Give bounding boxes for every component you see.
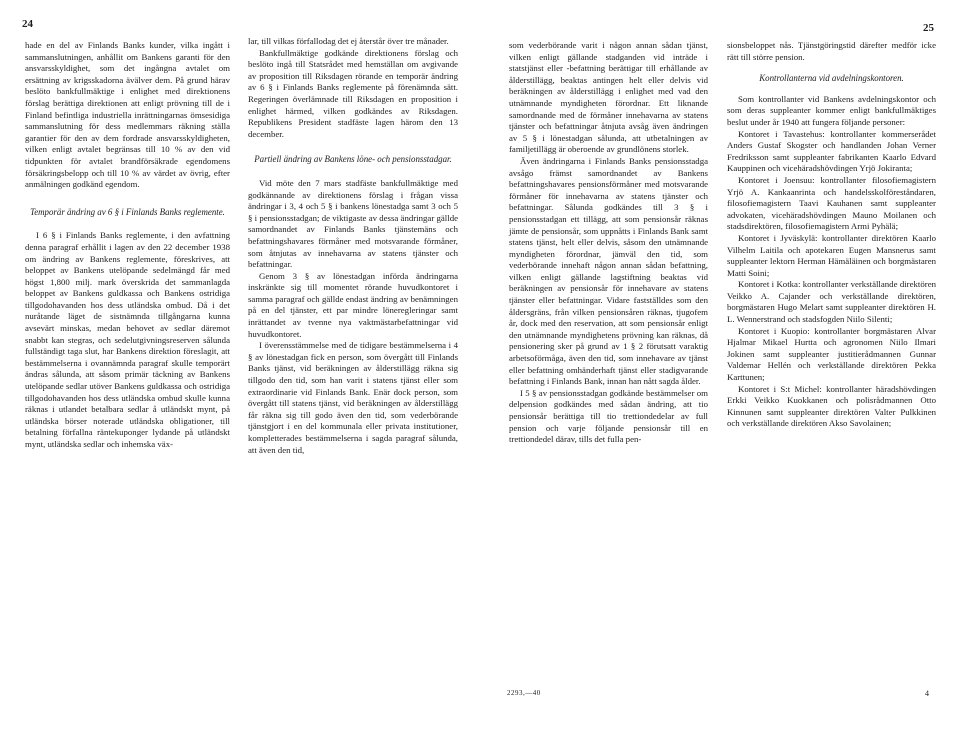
paragraph: lar, till vilkas förfallodag det ej återstår över tre månader.: [248, 36, 449, 46]
column-3: [509, 40, 708, 446]
column-4: [727, 40, 936, 430]
column-2: [248, 36, 458, 456]
section-heading: Kontrollanterna vid avdelningskontoren.: [759, 73, 904, 84]
paragraph: Även ändringarna i Finlands Banks pensionsstadga avsågo främst samordnandet av Bankens befattningshavares pensionsförmåner med motsvarande förmåner för innehavarna av statens tjänster och befattningar. Sålunda godkändes till 3 § i pensionsstadgan ett tillägg, att som pensionsår räknas jämte de pensionsår, som uppnåtts i Finlands Bank samt statens tjänst, helt eller delvis, såsom den utnämnande myndigheten förordnar, jämväl den tid, som vederbörande innehaft någon annan sådan befattning, vilken enligt gällande lagstiftning beaktas vid beräkningen av pensionsår för innehavare av statens tjänster eller befattningar. Vidare fastställdes som den åldersgräns, från vilken pensionsåren räknas, tjugofem år, dock med den reservation, att som pensionsår enligt den utnämnande myndighetens prövning kan räknas, då pensionering sker på grund av 1 § 2 förutsatt varaktig arbetsoförmåga, även den tid, som innehavare av tjänst eller befattning omhänderhaft tjänst eller stadigvarande befattning i Finlands Bank, innan han nått sagda ålder.: [509, 155, 708, 387]
paragraph: Kontoret i S:t Michel: kontrollanter häradshövdingen Erkki Veikko Kuokkanen och polisrådmannen Otto Kinnunen samt suppleanter direktören Valter Pulkkinen och verkställande direktören Akso Savolainen;: [727, 383, 936, 429]
paragraph: hade en del av Finlands Banks kunder, vilka ingått i sammanslutningen, anhållit om Bankens garanti för den ansvarsskyldighet, som det ingångna avtalet om ersättning av krigsskadorna ävälver dem. På grund härav beslöto bankfullmäktige i enlighet med direktionens förslag berättiga direktionen att enligt prövning till de i Finland befintliga industriella inrättningarnas ömsesidiga sammanslutning för dess medlemmars räkning ställa garantier för den av dem fordrade ansvarsskyldigheten, vilken enligt avtalet begränsas till 10 % av den vid tidpunkten för avtalet brandförsäkrade egendomens försäkringsbelopp och till 10 % av värdet av övrig, efter anmälningen godkänd egendom.: [25, 40, 230, 190]
paragraph: Kontoret i Kotka: kontrollanter verkställande direktören Veikko A. Cajander och verkställande direktören, borgmästaren Hugo Melart samt suppleanter direktören H. L. Wennerstrand och stadsfogden Niilo Silenti;: [727, 279, 936, 325]
paragraph: Som kontrollanter vid Bankens avdelningskontor och som deras suppleanter kommer enligt bankfullmäktiges beslut under år 1940 att fungera följande personer:: [727, 93, 936, 127]
paragraph: I överensstämmelse med de tidigare bestämmelserna i 4 § av lönestadgan fick en person, som övergått till Finlands Banks tjänst, vid beräkningen av ålderstillägg räkna sig tillgodo den tid, som han varit i statens tjänst eller som extraordinarie vid Finlands Bank. Enär dock person, som övergått till statens tjänst, vid beräkningen av ålderstillägg får räkna sig till godo även den tid, som vederbörande tjänstgjort i en del kommunala eller privata institutioner, kompletterades bestämmelserna i sagda paragraf sålunda, att även den tid,: [248, 340, 458, 455]
section-heading: Partiell ändring av Bankens löne- och pensionsstadgar.: [254, 154, 452, 165]
section-heading: Temporär ändring av 6 § i Finlands Banks reglemente.: [30, 206, 225, 217]
paragraph: Vid möte den 7 mars stadfäste bankfullmäktige med godkännande av direktionens förslag i frågan vissa ändringar i 3, 4 och 5 § i bankens lönestadga samt 3 och 5 § i pensionsstadgan; de viktigaste av dessa ändringar gällde samordnandet av Finlands Banks tjänstemäns och befattningshavares förmåner med motsvarande förmåner, som åtnjutas av innehavarna av statens tjänster och befattningar.: [248, 177, 458, 270]
paragraph: Kontoret i Tavastehus: kontrollanter kommerserådet Anders Gustaf Skogster och handlanden Johan Verner Fredriksson samt suppleanter fabrikanten Kaarlo Edvard Kauppinen och vicehäradshövdingen Yrjö Jokiranta;: [727, 128, 936, 174]
paragraph: Kontoret i Joensuu: kontrollanter filosofiemagistern Yrjö A. Kankaanrinta och handelsskolföreståndaren, filosofiemagistern Taavi Kauhanen samt suppleanter advokaten, vicehäradshövdingen Mauno Moilanen och stadsdirektören, filosofiemagistern Armi Pyhälä;: [727, 174, 936, 232]
column-1: [25, 40, 230, 451]
page-number-right: 25: [923, 22, 934, 34]
signature-mark: 4: [925, 689, 929, 698]
page-number-left: 24: [22, 18, 33, 30]
paragraph: I 5 § av pensionsstadgan godkände bestämmelser om delpension godkändes med sådan ändring, att tio pensionsår berättiga till tio trettiondedelar av full pension och varje följande pensionsår till en trettiondedel därav, tills det fulla pen-: [509, 387, 708, 445]
paragraph: sionsbeloppet nås. Tjänstgöringstid därefter medför icke rätt till större pension.: [727, 40, 936, 62]
paragraph: Bankfullmäktige godkände direktionens förslag och beslöto ingå till Statsrådet med hemställan om avgivande av proposition till Riksdagen rörande en temporär ändring av 6 § i Finlands Banks reglemente på förenämnda sätt. Regeringen överlämnade till Riksdagen en proposition i enlighet härmed, vilken godkändes av Riksdagen. Republikens President stadfäste lagen härom den 13 december.: [248, 47, 458, 139]
paragraph: Kontoret i Kuopio: kontrollanter borgmästaren Alvar Hjalmar Mikael Hurtta och agronomen Niilo Ilmari Jokinen samt suppleanter justitierådmannen Gunnar Valdemar Hellén och verkställande direktören Pekka Karttunen;: [727, 325, 936, 383]
paragraph: Kontoret i Jyväskylä: kontrollanter direktören Kaarlo Vilhelm Laitila och apotekaren Eugen Mansnerus samt suppleanter lektorn Herman Hämäläinen och borgmästaren Matti Soini;: [727, 232, 936, 278]
paragraph: som vederbörande varit i någon annan sådan tjänst, vilken enligt gällande stadganden vid inträde i statstjänst eller -befattning berättigar till erhållande av ålderstillägg, beaktas antingen helt eller delvis vid beräkningen av ålderstillägg i enlighet med vad den utnämnande myndigheten förordnar. Ett liknande samordnande med de förmåner innehavarna av statens tjänster och befattningar åtnjuta avsåg även ändringen av 5 § i lönestadgan sålunda, att utbetalningen av familjetillägg är oberoende av grundlönens storlek.: [509, 40, 708, 155]
printer-mark: 2293,—40: [507, 689, 541, 697]
paragraph: Genom 3 § av lönestadgan införda ändringarna inskränkte sig till momentet rörande huvudkontoret i samma paragraf och gällde endast ändring av benämningen på en del tjänster, ett par mindre löneregleringar samt inrättandet av tvenne nya vaktmästarbefattningar vid huvudkontoret.: [248, 270, 458, 339]
paragraph: I 6 § i Finlands Banks reglemente, i den avfattning denna paragraf erhållit i lagen av den 22 december 1938 om ändring av Bankens reglemente, föreskrives, att beloppet av Bankens utelöpande sedelmängd får med högst 1,800 milj. mark överskrida det sammanlagda beloppet av Bankens guldkassa och Bankens ostridiga tillgodohavanden hos dess utländska ombud. Då i det nuråtande läget de sistnämnda tillgångarna kunna avsevärt minskas, medan behovet av sedlar däremot snabbt kan stegras, och sedelutgivningsreserven sålunda fullständigt taga slut, har Bankens direktion föreslagit, att bestämmelserna i ovannämnda paragraf skulle temporärt ändras sålunda, att såsom primär täckning av Bankens utelöpande sedlar utöver Bankens guldkassa och ostridiga tillgodohavanden hos dess utländska ombud skulle kunna räknas i utlandet betalbara sedlar å utländskt mynt, på utländska börser noterade utländska obligationer, till betalning förfallna räntekuponger lydande på utländskt mynt, utländska sedlar och inhemska väx-: [25, 230, 230, 449]
